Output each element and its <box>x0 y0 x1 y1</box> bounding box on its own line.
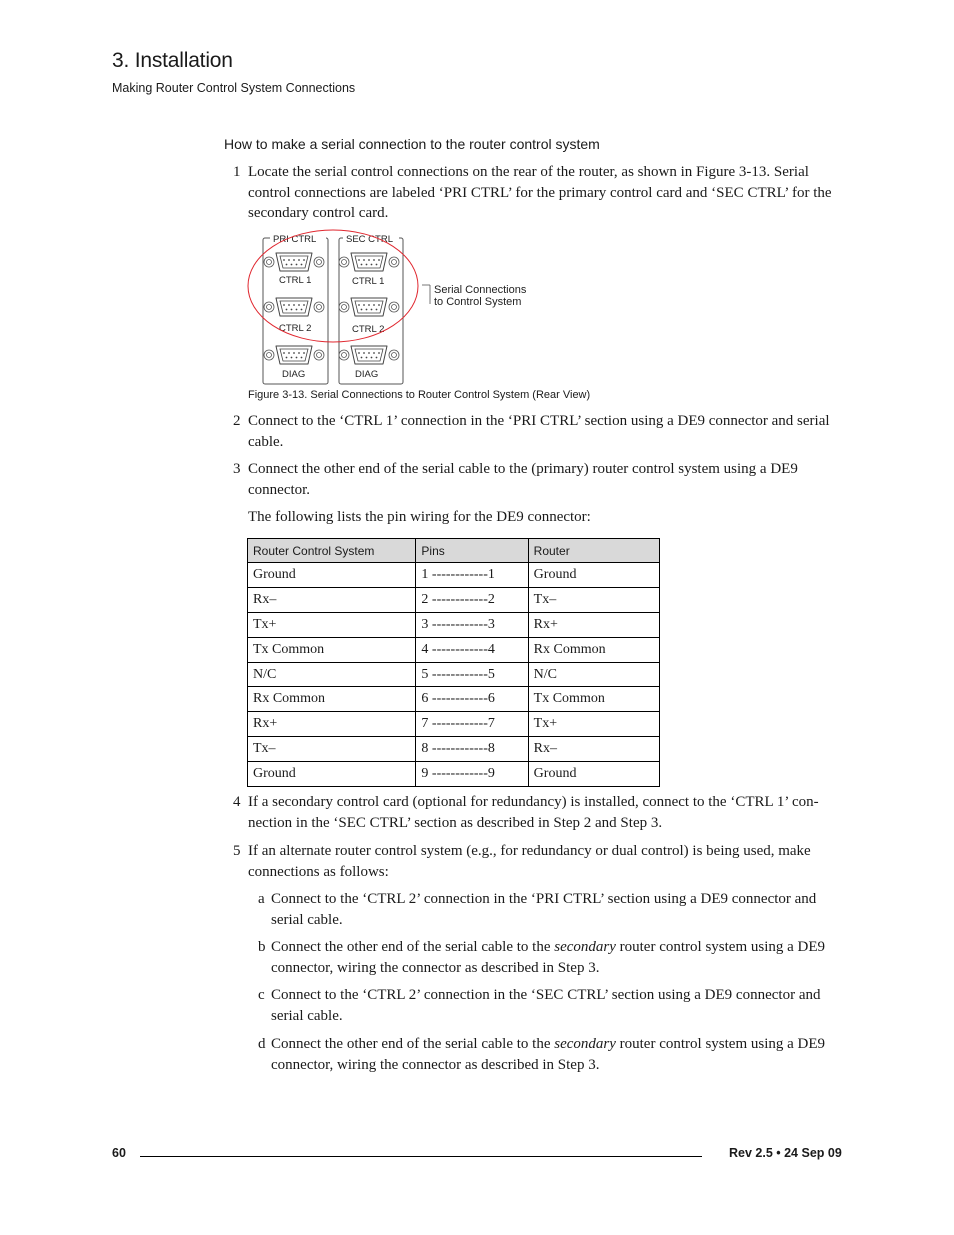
step-text: Connect to the ‘CTRL 1’ connection in the ‘PRI CTRL’ section using a DE9 connector and serial cable. <box>248 413 830 450</box>
table-cell: Tx Common <box>248 637 416 662</box>
step-number: 5 <box>233 843 241 859</box>
sec-ctrl2-label: CTRL 2 <box>352 324 385 335</box>
step-number: 4 <box>233 794 241 810</box>
rear-view-figure <box>246 228 546 388</box>
table-row <box>248 563 660 588</box>
table-row <box>248 687 660 712</box>
sec-ctrl1-label: CTRL 1 <box>352 276 385 287</box>
table-cell: Rx Common <box>528 637 659 662</box>
table-header-row <box>248 539 660 563</box>
table-cell: Rx+ <box>248 712 416 737</box>
pri-ctrl1-label: CTRL 1 <box>279 275 312 286</box>
substep-text: Connect to the ‘CTRL 2’ connection in the ‘SEC CTRL’ section using a DE9 connector and serial cable. <box>271 987 821 1024</box>
figure-caption: Figure 3-13. Serial Connections to Router Control System (Rear View) <box>248 389 591 401</box>
column-header: Router Control System <box>248 539 416 563</box>
step-4 <box>233 792 843 833</box>
section-subtitle: Making Router Control System Connections <box>112 81 356 95</box>
step-text: If an alternate router control system (e.g., for redundancy or dual control) is being used, make connections as follows: <box>248 843 811 880</box>
table-cell: 4 ------------4 <box>416 637 528 662</box>
table-cell: Rx– <box>248 587 416 612</box>
substep-text: Connect the other end of the serial cable to the secondary router control system using a DE9 connector, wiring the connector as described in Step 3. <box>271 1036 826 1073</box>
pin-wiring-table <box>247 538 660 787</box>
column-header: Router <box>528 539 659 563</box>
table-cell: N/C <box>528 662 659 687</box>
pri-diag-label: DIAG <box>282 369 306 380</box>
table-cell: 8 ------------8 <box>416 737 528 762</box>
substep-text: Connect to the ‘CTRL 2’ connection in the ‘PRI CTRL’ section using a DE9 connector and serial cable. <box>271 891 817 928</box>
substep-letter: c <box>258 987 265 1003</box>
table-cell: 3 ------------3 <box>416 612 528 637</box>
chapter-title: 3. Installation <box>112 49 233 72</box>
step-number: 2 <box>233 413 241 429</box>
step-number: 1 <box>233 164 241 180</box>
step-text: Connect the other end of the serial cable to the (primary) router control system using a DE9 connector. <box>248 461 798 498</box>
table-row <box>248 637 660 662</box>
table-cell: 2 ------------2 <box>416 587 528 612</box>
pri-ctrl2-label: CTRL 2 <box>279 323 312 334</box>
step-1 <box>233 162 843 224</box>
table-cell: N/C <box>248 662 416 687</box>
revision-label: Rev 2.5 • 24 Sep 09 <box>729 1146 842 1160</box>
table-row <box>248 587 660 612</box>
table-cell: Ground <box>248 563 416 588</box>
pin-wiring-intro: The following lists the pin wiring for the DE9 connector: <box>248 509 591 525</box>
substep-b <box>258 937 843 978</box>
substep-c <box>258 985 843 1026</box>
table-cell: 5 ------------5 <box>416 662 528 687</box>
table-cell: 1 ------------1 <box>416 563 528 588</box>
table-row <box>248 762 660 787</box>
callout-line-1: Serial Connections <box>434 284 527 296</box>
table-cell: Ground <box>528 762 659 787</box>
substep-text: Connect the other end of the serial cable to the secondary router control system using a DE9 connector, wiring the connector as described in Step 3. <box>271 939 826 976</box>
step-text: If a secondary control card (optional for redundancy) is installed, connect to the ‘CTRL 1’ con-nection in the ‘SEC CTRL’ section as described in Step 2 and Step 3. <box>248 794 819 831</box>
substep-letter: b <box>258 939 266 955</box>
substep-a <box>258 889 843 930</box>
table-cell: Rx– <box>528 737 659 762</box>
sec-ctrl-label: SEC CTRL <box>346 234 393 245</box>
table-cell: 6 ------------6 <box>416 687 528 712</box>
column-header: Pins <box>416 539 528 563</box>
step-text: Locate the serial control connections on the rear of the router, as shown in Figure 3-13. Serial control connections are labeled ‘PRI CTRL’ for the primary control card and ‘SEC CTRL’ for the secondary control card. <box>248 164 832 221</box>
pri-ctrl-label: PRI CTRL <box>273 234 317 245</box>
substep-letter: a <box>258 891 265 907</box>
table-row <box>248 712 660 737</box>
table-row <box>248 662 660 687</box>
table-cell: 7 ------------7 <box>416 712 528 737</box>
table-cell: Tx+ <box>248 612 416 637</box>
table-cell: Rx Common <box>248 687 416 712</box>
howto-heading: How to make a serial connection to the router control system <box>224 136 600 152</box>
table-cell: Tx– <box>528 587 659 612</box>
table-cell: Ground <box>248 762 416 787</box>
table-cell: Ground <box>528 563 659 588</box>
table-cell: Tx+ <box>528 712 659 737</box>
table-cell: 9 ------------9 <box>416 762 528 787</box>
table-cell: Tx– <box>248 737 416 762</box>
step-2 <box>233 411 843 452</box>
table-cell: Rx+ <box>528 612 659 637</box>
table-row <box>248 737 660 762</box>
substep-d <box>258 1034 843 1075</box>
step-number: 3 <box>233 461 241 477</box>
table-cell: Tx Common <box>528 687 659 712</box>
callout-line-2: to Control System <box>434 296 522 308</box>
step-5 <box>233 841 843 882</box>
step-3 <box>233 459 843 500</box>
table-row <box>248 612 660 637</box>
page-number: 60 <box>112 1146 126 1160</box>
sec-diag-label: DIAG <box>355 369 379 380</box>
substep-letter: d <box>258 1036 266 1052</box>
footer-rule <box>140 1156 702 1157</box>
